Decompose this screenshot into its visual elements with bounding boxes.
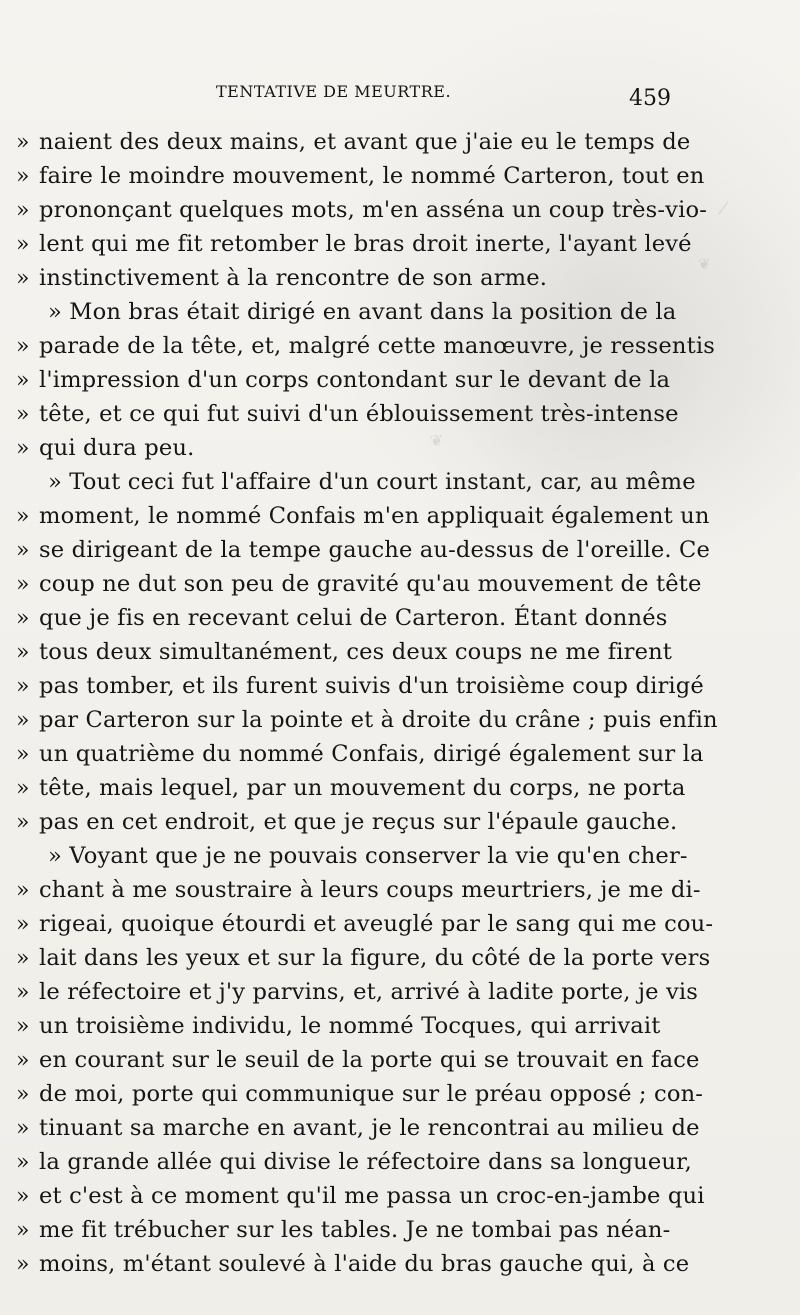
text-line — [0, 1185, 800, 1219]
line-text: lent qui me fit retomber le bras droit inerte, l'ayant levé — [39, 231, 692, 257]
line-text: me fit trébucher sur les tables. Je ne tombai pas néan- — [39, 1217, 671, 1243]
quote-mark: » — [16, 504, 30, 529]
line-text: moins, m'étant soulevé à l'aide du bras gauche qui, à ce — [39, 1251, 690, 1277]
text-line — [0, 471, 800, 505]
quote-mark: » — [16, 130, 30, 155]
line-text: » Mon bras était dirigé en avant dans la position de la — [48, 299, 677, 325]
text-line — [0, 607, 800, 641]
text-line — [0, 131, 800, 165]
line-text: de moi, porte qui communique sur le préau opposé ; con- — [39, 1081, 704, 1107]
quote-mark: » — [16, 232, 30, 257]
text-line — [0, 573, 800, 607]
quote-mark: » — [16, 1184, 30, 1209]
quote-mark: » — [16, 1252, 30, 1277]
text-line — [0, 641, 800, 675]
running-head: TENTATIVE DE MEURTRE. — [216, 82, 452, 101]
text-line — [0, 165, 800, 199]
text-line — [0, 301, 800, 335]
line-text: un quatrième du nommé Confais, dirigé également sur la — [39, 741, 704, 767]
text-line — [0, 233, 800, 267]
text-line — [0, 845, 800, 879]
line-text: tinuant sa marche en avant, je le rencontrai au milieu de — [39, 1115, 700, 1141]
text-line — [0, 709, 800, 743]
quote-mark: » — [16, 708, 30, 733]
quote-mark: » — [16, 1014, 30, 1039]
line-text: tous deux simultanément, ces deux coups ne me firent — [39, 639, 673, 665]
line-text: pas en cet endroit, et que je reçus sur l'épaule gauche. — [39, 809, 678, 835]
line-text: en courant sur le seuil de la porte qui se trouvait en face — [39, 1047, 700, 1073]
quote-mark: » — [16, 368, 30, 393]
text-line — [0, 1083, 800, 1117]
quote-mark: » — [16, 436, 30, 461]
text-line — [0, 879, 800, 913]
quote-mark: » — [16, 402, 30, 427]
text-line — [0, 913, 800, 947]
quote-mark: » — [16, 606, 30, 631]
line-text: naient des deux mains, et avant que j'aie eu le temps de — [39, 129, 691, 155]
bleed-through-mark: ❦ — [430, 431, 444, 450]
line-text: tête, mais lequel, par un mouvement du corps, ne porta — [39, 775, 686, 801]
line-text: chant à me soustraire à leurs coups meurtriers, je me di- — [39, 877, 701, 903]
line-text: l'impression d'un corps contondant sur le devant de la — [39, 367, 671, 393]
text-line — [0, 335, 800, 369]
text-line — [0, 539, 800, 573]
line-text: pas tomber, et ils furent suivis d'un troisième coup dirigé — [39, 673, 704, 699]
quote-mark: » — [16, 1150, 30, 1175]
line-text: se dirigeant de la tempe gauche au-dessus de l'oreille. Ce — [39, 537, 711, 563]
line-text: prononçant quelques mots, m'en asséna un coup très-vio- — [39, 197, 708, 223]
line-text: parade de la tête, et, malgré cette manœuvre, je ressentis — [39, 333, 715, 359]
quote-mark: » — [16, 266, 30, 291]
line-text: et c'est à ce moment qu'il me passa un croc-en-jambe qui — [39, 1183, 705, 1209]
quote-mark: » — [16, 776, 30, 801]
text-line — [0, 1117, 800, 1151]
text-line — [0, 947, 800, 981]
text-line — [0, 1253, 800, 1287]
quote-mark: » — [16, 946, 30, 971]
text-line — [0, 1151, 800, 1185]
line-text: » Tout ceci fut l'affaire d'un court instant, car, au même — [48, 469, 696, 495]
quote-mark: » — [16, 1116, 30, 1141]
line-text: instinctivement à la rencontre de son arme. — [39, 265, 548, 291]
quote-mark: » — [16, 640, 30, 665]
text-line — [0, 777, 800, 811]
text-line — [0, 811, 800, 845]
quote-mark: » — [16, 674, 30, 699]
quote-mark: » — [16, 742, 30, 767]
quote-mark: » — [16, 164, 30, 189]
text-line — [0, 981, 800, 1015]
line-text: que je fis en recevant celui de Carteron. Étant donnés — [39, 605, 668, 631]
text-line — [0, 369, 800, 403]
line-text: un troisième individu, le nommé Tocques, qui arrivait — [39, 1013, 661, 1039]
text-line — [0, 505, 800, 539]
quote-mark: » — [16, 1218, 30, 1243]
line-text: coup ne dut son peu de gravité qu'au mouvement de tête — [39, 571, 702, 597]
line-text: rigeai, quoique étourdi et aveuglé par le sang qui me cou- — [39, 911, 714, 937]
text-line — [0, 437, 800, 471]
line-text: moment, le nommé Confais m'en appliquait également un — [39, 503, 710, 529]
page-number: 459 — [629, 86, 671, 111]
bleed-through-mark: ❦ — [698, 255, 711, 273]
quote-mark: » — [16, 980, 30, 1005]
quote-mark: » — [16, 810, 30, 835]
line-text: qui dura peu. — [39, 435, 195, 461]
text-line — [0, 267, 800, 301]
line-text: par Carteron sur la pointe et à droite du crâne ; puis enfin — [39, 707, 718, 733]
text-line — [0, 1015, 800, 1049]
quote-mark: » — [16, 572, 30, 597]
quote-mark: » — [16, 1082, 30, 1107]
line-text: » Voyant que je ne pouvais conserver la vie qu'en cher- — [48, 843, 688, 869]
quote-mark: » — [16, 538, 30, 563]
line-text: le réfectoire et j'y parvins, et, arrivé à ladite porte, je vis — [39, 979, 698, 1005]
edge-mark: / — [716, 197, 730, 220]
line-text: tête, et ce qui fut suivi d'un éblouissement très-intense — [39, 401, 679, 427]
line-text: lait dans les yeux et sur la figure, du côté de la porte vers — [39, 945, 711, 971]
text-line — [0, 1219, 800, 1253]
quote-mark: » — [16, 334, 30, 359]
quote-mark: » — [16, 1048, 30, 1073]
text-line — [0, 675, 800, 709]
line-text: faire le moindre mouvement, le nommé Carteron, tout en — [39, 163, 705, 189]
text-line — [0, 403, 800, 437]
quote-mark: » — [16, 912, 30, 937]
text-line — [0, 743, 800, 777]
text-line — [0, 1049, 800, 1083]
line-text: la grande allée qui divise le réfectoire dans sa longueur, — [39, 1149, 692, 1175]
quote-mark: » — [16, 198, 30, 223]
quote-mark: » — [16, 878, 30, 903]
text-line — [0, 199, 800, 233]
